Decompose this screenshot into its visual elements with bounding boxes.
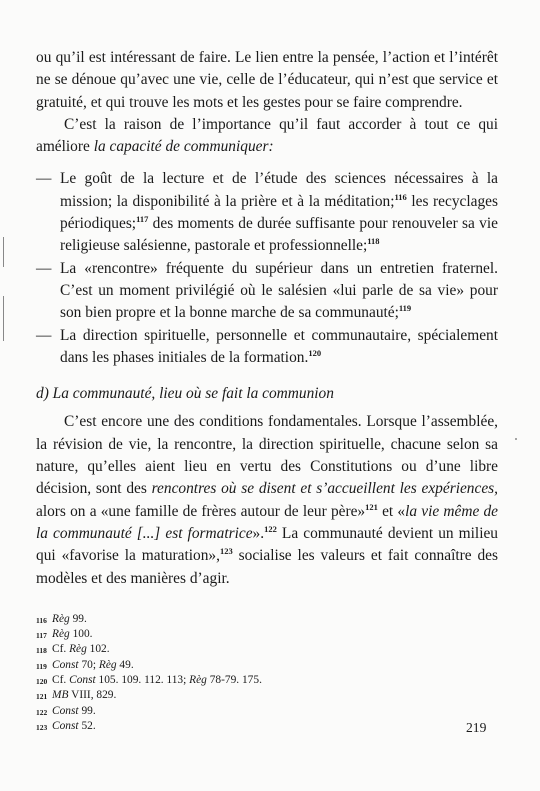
footnote-source: MB bbox=[52, 689, 69, 702]
footnotes bbox=[36, 612, 498, 734]
footnote-text: 99. bbox=[78, 704, 96, 717]
list-item-text: Le goût de la lecture et de l’étude des sciences nécessaires à la mission; la disponibilité à la prière et à la méditation; bbox=[60, 170, 498, 210]
note-ref: 122 bbox=[264, 523, 277, 534]
footnote bbox=[36, 673, 498, 688]
emphasis-formatrice: la vie même de la communauté [...] est formatrice bbox=[36, 502, 498, 542]
note-ref: 119 bbox=[398, 303, 412, 314]
emphasis-rencontres: rencontres où se disent et s’accueillent les expériences, bbox=[151, 480, 498, 498]
paragraph-importance bbox=[36, 114, 498, 159]
note-ref: 116 bbox=[394, 191, 407, 202]
footnote bbox=[36, 658, 498, 673]
footnote-number: 118 bbox=[36, 646, 47, 656]
list-item bbox=[36, 325, 498, 370]
paragraph-intro-text: ou qu’il est intéressant de faire. Le lien entre la pensée, l’action et l’intérêt ne se dénoue qu’avec une vie, celle de l’éducateur, qui n’est que service et gratuité, et qui trouve les mots et les gestes pour se faire comprendre. bbox=[36, 49, 498, 111]
footnote-source: Const bbox=[52, 719, 79, 732]
footnote-text: 99. bbox=[69, 612, 87, 625]
footnote-text: 105. 109. 112. 113; bbox=[95, 674, 190, 687]
list-item-text: des moments de durée suffisante pour renouveler sa vie religieuse salésienne, pastorale et professionnelle; bbox=[60, 215, 498, 255]
paragraph-text: alors on a «une famille de frères autour de leur père» bbox=[36, 502, 366, 520]
note-ref: 121 bbox=[365, 501, 378, 512]
footnote-source: Const bbox=[69, 674, 96, 687]
footnote bbox=[36, 704, 498, 719]
footnote-text: 78-79. 175. bbox=[206, 674, 262, 687]
paragraph-text: socialise les valeurs et fait connaître des modèles et des manières d’agir. bbox=[36, 547, 499, 587]
footnote-number: 121 bbox=[36, 692, 48, 702]
footnote-number: 122 bbox=[36, 707, 48, 717]
dash-bullet: — bbox=[36, 170, 52, 188]
footnote-number: 117 bbox=[36, 631, 47, 641]
note-ref: 123 bbox=[219, 546, 233, 557]
list-item-text: les recyclages périodiques; bbox=[60, 192, 498, 233]
footnote-source: Règ bbox=[189, 674, 207, 687]
footnote-number: 120 bbox=[36, 677, 48, 687]
scan-dust-dot bbox=[515, 438, 517, 440]
list-item bbox=[36, 258, 498, 325]
footnote-number: 116 bbox=[36, 615, 47, 625]
footnote-source: Const bbox=[52, 658, 79, 671]
footnote-text: 49. bbox=[116, 658, 134, 671]
note-ref: 120 bbox=[308, 347, 322, 358]
paragraph-text: C’est encore une des conditions fondamentales. Lorsque l’assemblée, la révision de vie, la rencontre, la direction spirituelle, chacune selon sa nature, qu’elles aient lieu en vertu des Constitutions ou d’une libre décision, sont des bbox=[36, 413, 498, 498]
footnote bbox=[36, 627, 498, 642]
footnote-text: 70; bbox=[78, 658, 99, 671]
footnote-source: Règ bbox=[52, 612, 70, 625]
footnote-number: 119 bbox=[36, 661, 47, 671]
footnote-text: Cf. bbox=[52, 674, 70, 687]
paragraph-importance-text: C’est la raison de l’importance qu’il faut accorder à tout ce qui améliore bbox=[36, 115, 498, 156]
footnote-text: Cf. bbox=[52, 643, 70, 656]
dash-list bbox=[36, 168, 498, 369]
footnote-source: Const bbox=[52, 704, 79, 717]
page-number: 219 bbox=[466, 720, 487, 735]
dash-bullet: — bbox=[36, 326, 52, 344]
footnote bbox=[36, 642, 498, 657]
footnote-text: 102. bbox=[86, 643, 110, 656]
dash-bullet: — bbox=[36, 259, 52, 277]
section-heading: d) La communauté, lieu où se fait la communion bbox=[36, 385, 334, 403]
footnote-source: Règ bbox=[98, 658, 117, 671]
list-item bbox=[36, 168, 498, 257]
footnote-text: 52. bbox=[78, 719, 96, 732]
list-item-text: La direction spirituelle, personnelle et communautaire, spécialement dans les phases initiales de la formation. bbox=[60, 326, 498, 366]
note-ref: 118 bbox=[367, 236, 380, 247]
paragraph-text: et « bbox=[377, 502, 406, 520]
footnote-text: 100. bbox=[69, 628, 93, 641]
footnote-number: 123 bbox=[36, 722, 48, 732]
footnote bbox=[36, 612, 498, 627]
footnote-text: VIII, 829. bbox=[68, 689, 117, 702]
list-item-text: La «rencontre» fréquente du supérieur dans un entretien fraternel. C’est un moment privilégié où le salésien «lui parle de sa vie» pour son bien propre et la bonne marche de sa communauté; bbox=[60, 259, 498, 322]
scan-margin-mark bbox=[3, 237, 4, 267]
paragraph-intro bbox=[36, 47, 498, 114]
paragraph-communaute bbox=[36, 411, 498, 589]
paragraph-text: La communauté devient un milieu qui «favorise la maturation», bbox=[36, 524, 498, 565]
scan-margin-mark bbox=[3, 296, 4, 341]
footnote bbox=[36, 688, 498, 703]
emphasis-communiquer: la capacité de communiquer: bbox=[93, 138, 274, 156]
page-body bbox=[36, 47, 498, 750]
footnote-source: Règ bbox=[69, 643, 87, 656]
paragraph-text: ». bbox=[252, 524, 265, 542]
footnote-source: Règ bbox=[52, 628, 70, 641]
note-ref: 117 bbox=[136, 214, 149, 225]
footnote bbox=[36, 719, 498, 734]
